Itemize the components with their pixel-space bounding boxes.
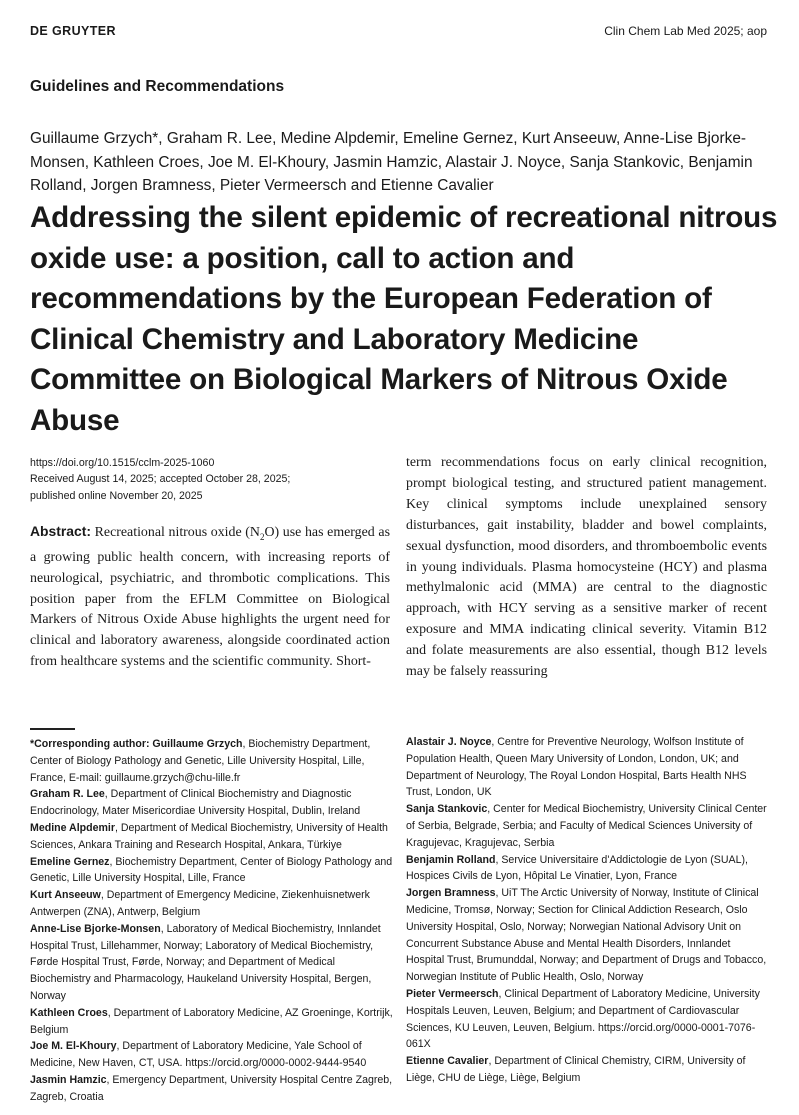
- affiliation-text: , Department of Emergency Medicine, Ziekenhuisnetwerk Antwerpen (ZNA), Antwerp, Belgium: [30, 889, 370, 918]
- abstract-text-part2: O) use has emerged as a growing public health concern, with increasing reports of neurological, psychiatric, and thrombotic complications. This position paper from the EFLM Committee on Biological Markers of Nitrous Oxide Abuse highlights the urgent need for clinical and laboratory awareness, alongside coordinated action from healthcare systems and the scientific community. Short-: [30, 525, 390, 670]
- affiliation-entry: [406, 1053, 768, 1087]
- doi-link[interactable]: https://doi.org/10.1515/cclm-2025-1060: [30, 457, 215, 469]
- affiliation-entry: [30, 1072, 395, 1106]
- abstract-column-right: term recommendations focus on early clinical recognition, prompt biological testing, and structured patient management. Key clinical symptoms include unexplained sensory disturbances, gait instability, bladder and bowel complaints, sexual dysfunction, mood disorders, and thromboembolic events in young individuals. Plasma homocysteine (HCY) and plasma methylmalonic acid (MMA) are central to the diagnostic approach, with HCY serving as a sensitive marker of recent exposure and MMA indicating clinical severity. Vitamin B12 and folate measurements are also essential, though B12 levels may be falsely reassuring: [406, 455, 767, 680]
- affiliation-author-name: Graham R. Lee: [30, 788, 105, 801]
- affiliation-text: , Department of Medical Biochemistry, University of Health Sciences, Ankara Training and Research Hospital, Ankara, Türkiye: [30, 821, 388, 851]
- affiliation-text: , Clinical Department of Laboratory Medicine, University Hospitals Leuven, Leuven, Belgium; and Department of Cardiovascular Sciences, KU Leuven, Leuven, Belgium. https://orcid.org/0000-0001-7076-061X: [406, 987, 760, 1051]
- affiliation-author-name: Pieter Vermeersch: [406, 987, 499, 1000]
- affiliation-author-name: Jorgen Bramness: [406, 887, 496, 900]
- affiliation-entry: [406, 986, 768, 1053]
- affiliation-text: , Department of Laboratory Medicine, Yale School of Medicine, New Haven, CT, USA. https://orcid.org/0000-0002-9444-9540: [30, 1040, 367, 1070]
- abstract-subscript: 2: [259, 531, 265, 542]
- affiliation-author-name: Medine Alpdemir: [30, 821, 115, 834]
- affiliation-text: , Emergency Department, University Hospital Centre Zagreb, Zagreb, Croatia: [30, 1073, 393, 1103]
- affiliation-entry: [30, 786, 395, 820]
- affiliation-entry: [30, 921, 395, 1005]
- affiliation-text: , UiT The Arctic University of Norway, Institute of Clinical Medicine, Tromsø, Norway; Section for Clinical Addiction Research, Oslo University Hospital, Oslo, Norway; Norwegian National Advisory Unit on Concurrent Substance Abuse and Mental Health Disorders, Innlandet Hospital Trust, Brumunddal, Norway; and Department of Drugs and Tobacco, Norwegian Institute of Public Health, Oslo, Norway: [406, 887, 767, 984]
- abstract-text-part1: Recreational nitrous oxide (N: [94, 525, 260, 540]
- affiliations-right: [406, 734, 768, 1087]
- affiliation-entry: [406, 801, 768, 851]
- affiliation-entry: [406, 734, 768, 801]
- affiliation-entry: [30, 1038, 395, 1072]
- affiliation-author-name: Emeline Gernez: [30, 855, 110, 868]
- affiliation-entry: [30, 820, 395, 854]
- affiliation-text: , Department of Laboratory Medicine, AZ Groeninge, Kortrijk, Belgium: [30, 1006, 393, 1036]
- affiliation-entry: [30, 1005, 395, 1039]
- published-date: published online November 20, 2025: [30, 489, 203, 502]
- article-title: Addressing the silent epidemic of recreational nitrous oxide use: a position, call to action and recommendations by the European Federation of Clinical Chemistry and Laboratory Medicine Committee on Biological Markers of Nitrous Oxide Abuse: [30, 201, 778, 437]
- affiliation-author-name: Benjamin Rolland: [406, 853, 496, 866]
- affiliation-author-name: Alastair J. Noyce: [406, 736, 492, 748]
- article-metadata: [30, 455, 400, 504]
- journal-citation: Clin Chem Lab Med 2025; aop: [604, 24, 767, 38]
- affiliation-text: , Biochemistry Department, Center of Biology Pathology and Genetic, Lille University Hospital, Lille, France: [30, 855, 393, 885]
- affiliations-left: [30, 736, 395, 1106]
- footnote-divider: [30, 728, 75, 730]
- affiliation-author-name: *Corresponding author: Guillaume Grzych: [30, 738, 243, 750]
- affiliation-text: , Centre for Preventive Neurology, Wolfson Institute of Population Health, Queen Mary University of London, London, UK; and Department of Neurology, The Royal London Hospital, Barts Health NHS Trust, London, UK: [406, 736, 747, 799]
- affiliation-author-name: Sanja Stankovic: [406, 803, 488, 816]
- affiliation-text: , Laboratory of Medical Biochemistry, Innlandet Hospital Trust, Lillehammer, Norway; Laboratory of Medical Biochemistry, Førde Hospital Trust, Førde, Norway; and Department of Medical Biochemistry and Pharmacology, Haukeland University Hospital, Bergen, Norway: [30, 922, 381, 1002]
- affiliation-author-name: Jasmin Hamzic: [30, 1073, 107, 1086]
- affiliation-author-name: Etienne Cavalier: [406, 1055, 489, 1068]
- section-heading: Guidelines and Recommendations: [30, 78, 285, 95]
- author-list: Guillaume Grzych*, Graham R. Lee, Medine Alpdemir, Emeline Gernez, Kurt Anseeuw, Anne-Lise Bjorke-Monsen, Kathleen Croes, Joe M. El-Khoury, Jasmin Hamzic, Alastair J. Noyce, Sanja Stankovic, Benjamin Rolland, Jorgen Bramness, Pieter Vermeersch and Etienne Cavalier: [30, 130, 753, 194]
- affiliation-entry: [406, 885, 768, 986]
- affiliation-author-name: Anne-Lise Bjorke-Monsen: [30, 922, 161, 935]
- publisher-logo: DE GRUYTER: [30, 24, 116, 38]
- abstract-label: Abstract:: [30, 523, 91, 539]
- affiliation-entry: [30, 887, 395, 921]
- received-date: Received August 14, 2025; accepted October 28, 2025;: [30, 473, 291, 486]
- affiliation-author-name: Kurt Anseeuw: [30, 889, 101, 902]
- affiliation-author-name: Kathleen Croes: [30, 1006, 108, 1019]
- affiliation-text: , Center for Medical Biochemistry, University Clinical Center of Serbia, Belgrade, Serbia; and Faculty of Medical Sciences University of Kragujevac, Kragujevac, Serbia: [406, 803, 767, 849]
- affiliation-text: , Service Universitaire d'Addictologie de Lyon (SUAL), Hospices Civils de Lyon, Hôpital Le Vinatier, Lyon, France: [406, 853, 748, 883]
- affiliation-text: , Department of Clinical Biochemistry and Diagnostic Endocrinology, Mater Misericordiae University Hospital, Dublin, Ireland: [30, 788, 361, 818]
- affiliation-entry: [30, 736, 395, 786]
- affiliation-text: , Department of Clinical Chemistry, CIRM, University of Liège, CHU de Liège, Liège, Belgium: [406, 1055, 746, 1084]
- affiliation-entry: [406, 852, 768, 886]
- affiliation-author-name: Joe M. El-Khoury: [30, 1040, 117, 1053]
- abstract-column-left: [30, 521, 390, 673]
- affiliation-entry: [30, 854, 395, 888]
- affiliation-text: , Biochemistry Department, Center of Biology Pathology and Genetic, Lille University Hospital, Lille, France, E-mail: guillaume.grzych@chu-lille.fr: [30, 738, 371, 784]
